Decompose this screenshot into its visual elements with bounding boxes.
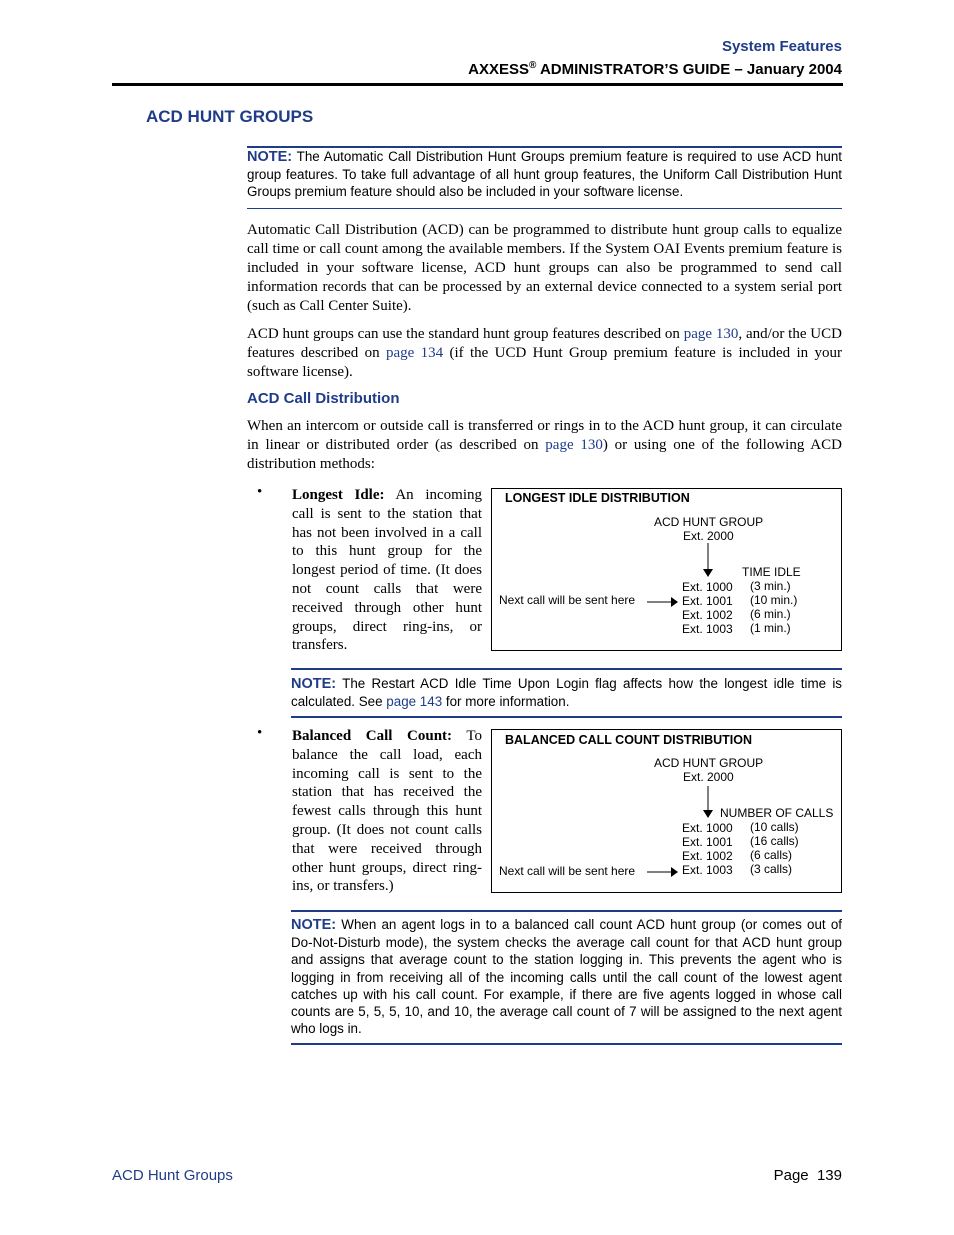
note1-label: NOTE: bbox=[247, 149, 293, 165]
note2-label: NOTE: bbox=[291, 676, 337, 692]
bullet2-marker: • bbox=[257, 725, 263, 741]
fig2-right-arrow bbox=[647, 866, 679, 878]
note1-bottom-rule bbox=[247, 208, 842, 209]
fig1-ext-1000: Ext. 1000 bbox=[682, 580, 733, 594]
link-page-130-b[interactable]: page 130 bbox=[545, 437, 603, 453]
fig2-val-1001: (16 calls) bbox=[750, 834, 799, 848]
fig1-ext-1003: Ext. 1003 bbox=[682, 622, 733, 636]
page-heading: ACD HUNT GROUPS bbox=[146, 107, 314, 126]
fig1-val-1000: (3 min.) bbox=[750, 579, 791, 593]
fig1-group-ext: Ext. 2000 bbox=[683, 529, 734, 543]
paragraph-intro: Automatic Call Distribution (ACD) can be programmed to distribute hunt group calls to equalize call time or call count among the available members. If the System OAI Events premium feature is included in your software license, ACD hunt groups can also be programmed to send call information records that can be processed by an external device connected to a system serial port (such as Call Center Suite). bbox=[247, 222, 842, 314]
fig2-ext-1001: Ext. 1001 bbox=[682, 835, 733, 849]
footer-section: ACD Hunt Groups bbox=[112, 1167, 233, 1184]
fig2-col-header: NUMBER OF CALLS bbox=[720, 806, 834, 820]
fig2-ext-1002: Ext. 1002 bbox=[682, 849, 733, 863]
subheading: ACD Call Distribution bbox=[247, 390, 400, 407]
para2-a: ACD hunt groups can use the standard hunt group features described on bbox=[247, 326, 684, 342]
para3-a: When an intercom or outside call is transferred or rings in to the ACD hunt group, it can circulate in linear or distributed order (as described on bbox=[247, 418, 842, 453]
fig1-pointer-label: Next call will be sent here bbox=[499, 593, 636, 607]
fig1-title: LONGEST IDLE DISTRIBUTION bbox=[505, 491, 690, 505]
paragraph-features bbox=[247, 325, 842, 382]
para2-c: (if the UCD Hunt Group premium feature is included in your software license). bbox=[247, 345, 842, 380]
para3-b: ) or using one of the following ACD distribution methods: bbox=[247, 437, 842, 472]
header-rule bbox=[112, 83, 843, 86]
link-page-143[interactable]: page 143 bbox=[386, 694, 443, 710]
guide-date: – January 2004 bbox=[730, 61, 842, 78]
bullet1-term: Longest Idle: bbox=[292, 487, 385, 503]
fig2-val-1002: (6 calls) bbox=[750, 848, 793, 862]
bullet1-text bbox=[292, 486, 482, 655]
fig1-ext-1001: Ext. 1001 bbox=[682, 594, 733, 608]
note2-bottom-rule bbox=[291, 716, 842, 718]
link-page-130[interactable]: page 130 bbox=[683, 326, 739, 342]
note3-bottom-rule bbox=[291, 1043, 842, 1045]
fig1-down-arrow bbox=[702, 543, 714, 579]
note2-top-rule bbox=[291, 668, 842, 670]
fig1-group: ACD HUNT GROUP bbox=[654, 515, 764, 529]
fig2-group-ext: Ext. 2000 bbox=[683, 770, 734, 784]
fig2-down-arrow bbox=[702, 786, 714, 822]
note2-a: The Restart ACD Idle Time Upon Login flag affects how the longest idle time is calculated. See bbox=[291, 676, 842, 710]
figure-longest-idle bbox=[491, 488, 842, 651]
bullet2-text bbox=[292, 727, 482, 896]
bullet1-marker: • bbox=[257, 484, 263, 500]
note1 bbox=[247, 148, 842, 201]
fig2-ext-1000: Ext. 1000 bbox=[682, 821, 733, 835]
fig2-pointer-label: Next call will be sent here bbox=[499, 864, 636, 878]
registered-mark: ® bbox=[528, 60, 537, 71]
fig1-val-1002: (6 min.) bbox=[750, 607, 791, 621]
note3-label: NOTE: bbox=[291, 917, 337, 933]
fig1-ext-1002: Ext. 1002 bbox=[682, 608, 733, 622]
bullet2-desc: To balance the call load, each incoming call is sent to the station that has received the fewest calls through this hunt group. (It does not count calls that were received through other hunt groups, direct ring-ins, or transfers.) bbox=[292, 728, 482, 895]
footer-page-number: Page 139 bbox=[773, 1167, 842, 1184]
fig2-group: ACD HUNT GROUP bbox=[654, 756, 764, 770]
guide-prefix: AXXESS bbox=[468, 61, 529, 78]
bullet1-desc: An incoming call is sent to the station that has not been involved in a call to this hunt group for the longest period of time. (It does not count calls that were received through other hunt groups, direct ring-ins, or transfers. bbox=[292, 487, 482, 654]
note3 bbox=[291, 916, 842, 1037]
fig1-val-1001: (10 min.) bbox=[750, 593, 798, 607]
link-page-134[interactable]: page 134 bbox=[385, 345, 444, 361]
note2-b: for more information. bbox=[442, 694, 570, 710]
fig2-val-1000: (10 calls) bbox=[750, 820, 799, 834]
fig1-val-1003: (1 min.) bbox=[750, 621, 791, 635]
note1-text: The Automatic Call Distribution Hunt Groups premium feature is required to use ACD hunt group features. To take full advantage of all hunt group features, the Uniform Call Distribution Hunt Groups premium feature should also be included in your software license. bbox=[247, 149, 842, 200]
para2-b: , and/or the UCD features described on bbox=[247, 326, 842, 361]
note2 bbox=[291, 675, 842, 710]
bullet2-term: Balanced Call Count: bbox=[292, 728, 453, 744]
figure-balanced-call-count bbox=[491, 729, 842, 893]
paragraph-distribution bbox=[247, 417, 842, 474]
fig1-col-header: TIME IDLE bbox=[742, 565, 801, 579]
fig2-title: BALANCED CALL COUNT DISTRIBUTION bbox=[505, 733, 752, 747]
header-guide-title bbox=[468, 60, 842, 78]
note3-text: When an agent logs in to a balanced call count ACD hunt group (or comes out of Do-Not-Disturb mode), the system checks the average call count for that ACD hunt group and assigns that average count to the station logging in. This prevents the agent who is logging in from receiving all of the incoming calls until the call count of the lowest agent catches up with his call count. For example, if there are five agents logged in whose call counts are 5, 5, 5, 10, and 10, the average call count of 7 will be assigned to the next agent who logs in. bbox=[291, 917, 842, 1037]
fig2-ext-1003: Ext. 1003 bbox=[682, 863, 733, 877]
header-section-title: System Features bbox=[721, 38, 842, 55]
guide-title: ADMINISTRATOR’S GUIDE bbox=[536, 61, 731, 78]
note3-top-rule bbox=[291, 910, 842, 912]
fig1-right-arrow bbox=[647, 596, 679, 608]
fig2-val-1003: (3 calls) bbox=[750, 862, 793, 876]
